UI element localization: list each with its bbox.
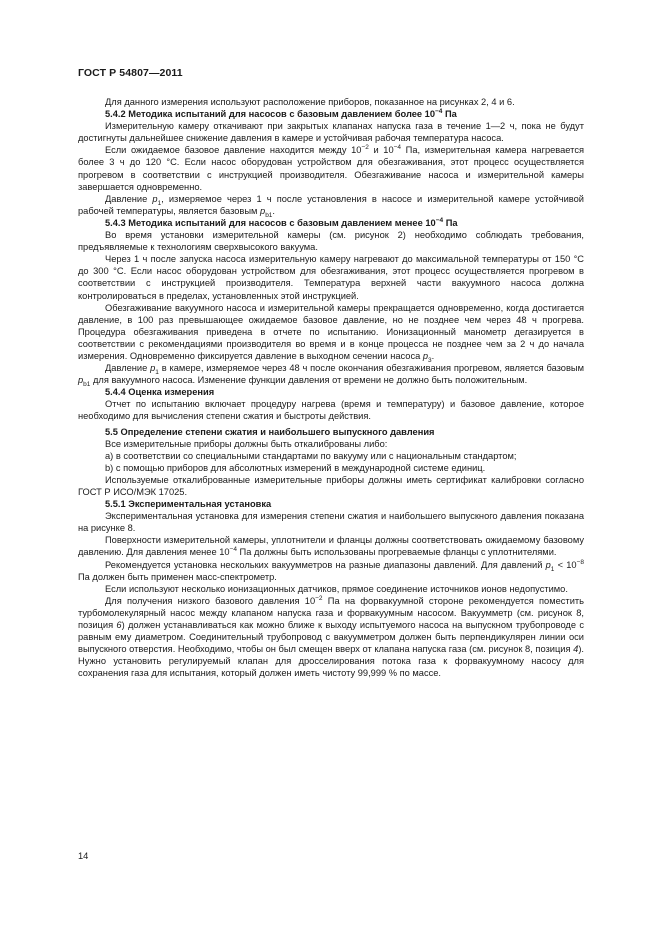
paragraph: Во время установки измерительной камеры (см. рисунок 2) необходимо соблюдать требования, предъявляемые к технологиям сверхвысокого вакуума.: [78, 230, 584, 253]
section-heading-5-5-1: 5.5.1 Экспериментальная установка: [105, 499, 272, 510]
paragraph: Через 1 ч после запуска насоса измерительную камеру нагревают до максимальной температуры от 150 °С до 300 °С. Если насос оборудован устройством для обезгаживания, этот процесс осуществляется прогревом в соответствии с инструкцией производителя. Температура верхней части вакуумного насоса должна контролироваться в пределах, установленных этой инструкцией.: [78, 254, 584, 301]
document-header: ГОСТ Р 54807—2011: [78, 67, 183, 79]
paragraph: Используемые откалиброванные измерительные приборы должны иметь сертификат калибровки согласно ГОСТ Р ИСО/МЭК 17025.: [78, 474, 584, 497]
paragraph: Давление $p_1$ в камере, измеряемое через 48 ч после окончания обезгаживания прогревом, является базовым $p_{b1}$ для вакуумного насоса. Изменение функции давления от времени не должно быть положительным.: [78, 363, 584, 389]
paragraph: Поверхности измерительной камеры, уплотнители и фланцы должны соответствовать ожидаемому базовому давлению. Для давления менее $10^{-4}$ Па должны быть использованы прогреваемые фланцы с уплотнителями.: [78, 535, 584, 558]
list-item: а) в соответствии со специальными стандартами по вакууму или с национальным стандартом;: [105, 450, 517, 461]
section-heading-5-4-2: 5.4.2 Методика испытаний для насосов с базовым давлением более $10^{-4}$ Па: [105, 108, 457, 120]
section-heading-5-5: 5.5 Определение степени сжатия и наибольшего выпускного давления: [105, 426, 435, 437]
paragraph: Для данного измерения используют расположение приборов, показанное на рисунках 2, 4 и 6.: [105, 97, 515, 107]
paragraph: Для получения низкого базового давления $10^{-2}$ Па на форвакуумной стороне рекомендуется поместить турбомолекулярный насос между клапаном напуска газа и форвакуумным насосом. Вакуумметр (см. рисунок 8, позиция 6) должен устанавливаться как можно ближе к выходу испытуемого насоса на выпускном трубопроводе с равным ему диаметром. Соединительный трубопровод с вакуумметром должен быть перпендикулярен линии оси выпускного отверстия. Необходимо, чтобы он был смещен вверх от клапана напуска газа (см. рисунок 8, позиция 4). Нужно установить регулируемый клапан для дросселирования потока газа к форвакуумному насосу для сохранения газа для испытания, который должен иметь чистоту 99,999 % по массе.: [78, 594, 584, 679]
page-number: 14: [78, 851, 89, 861]
paragraph: Если используют несколько ионизационных датчиков, прямое соединение источников ионов недопустимо.: [105, 583, 568, 594]
list-item: b) с помощью приборов для абсолютных измерений в международной системе единиц.: [105, 462, 486, 473]
paragraph: Давление $p_1$, измеряемое через 1 ч после установления в насосе и измерительной камере устойчивой рабочей температуры, является базовым $p_{b1}$.: [78, 193, 584, 219]
document-body: [78, 96, 584, 680]
paragraph: Если ожидаемое базовое давление находится между $10^{-2}$ и $10^{-4}$ Па, измерительная камера нагревается более 3 ч до 120 °С. Если насос оборудован устройством для обезгаживания, этот процесс осуществляется прогревом в соответствии с инструкцией производителя. Обезгаживание насоса и измерительной камеры завершается одновременно.: [78, 144, 585, 192]
paragraph: Отчет по испытанию включает процедуру нагрева (время и температуру) и базовое давление, которое необходимо для вычисления степени сжатия и быстроты действия.: [78, 399, 584, 422]
paragraph: Обезгаживание вакуумного насоса и измерительной камеры прекращается одновременно, когда достигается давление, в 100 раз превышающее ожидаемое базовое давление, но не позднее чем через 48 ч прогрева. Процедура обезгаживания приведена в отчете по испытанию. Ионизационный манометр дегазируется в соответствии с рекомендациями производителя во время и в конце процесса не позднее чем за 2 ч до начала измерения. Одновременно фиксируется давление в выходном сечении насоса $p_3$.: [78, 302, 584, 364]
paragraph: Измерительную камеру откачивают при закрытых клапанах напуска газа в течение 1—2 ч, пока не будут достигнуты дальнейшее снижение давления в камере и устойчивая рабочая температура насоса.: [78, 121, 584, 144]
paragraph: Рекомендуется установка нескольких вакуумметров на разные диапазоны давлений. Для давлений $p_1 < 10^{-8}$ Па должен быть применен масс-спектрометр.: [78, 558, 584, 582]
paragraph: Экспериментальная установка для измерения степени сжатия и наибольшего выпускного давления показана на рисунке 8.: [78, 511, 584, 534]
paragraph: Все измерительные приборы должны быть откалиброваны либо:: [105, 438, 388, 449]
section-heading-5-4-3: 5.4.3 Методика испытаний для насосов с базовым давлением менее $10^{-4}$ Па: [105, 216, 458, 228]
section-heading-5-4-4: 5.4.4 Оценка измерения: [105, 387, 215, 398]
